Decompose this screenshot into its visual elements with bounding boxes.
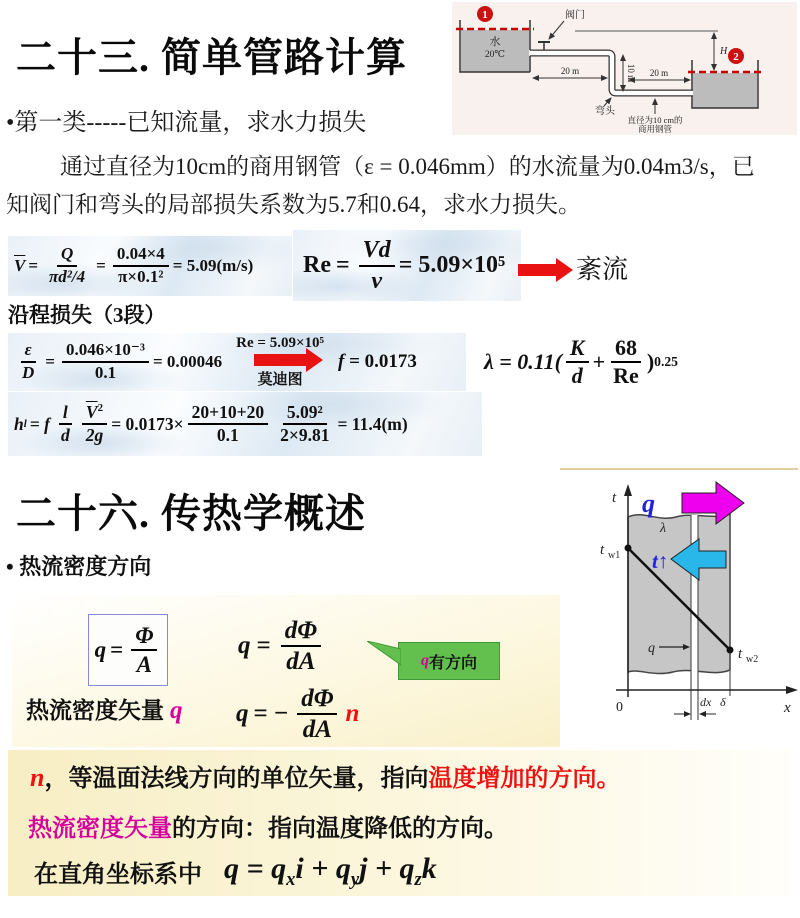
hl-mid: = 0.0173× [111,413,184,434]
turbulent-label: 紊流 [576,255,629,284]
tw2-point [727,647,734,654]
pipe-note-line2: 商用钢管 [637,124,673,134]
coordinate-system-label: 在直角坐标系中 [34,862,202,888]
qA-q: q [94,637,107,662]
note-line2-black: 的方向：指向温度降低的方向。 [172,816,508,842]
valve-label: 阀门 [565,10,585,21]
dim-vert-label: 10 m [626,63,636,83]
moody-chart-label: 莫迪图 [257,372,303,388]
note-line1-red: 温度增加的方向。 [428,766,621,792]
v-eq2: = [96,256,106,275]
note-line1 [30,758,620,793]
paragraph-line1: 通过直径为10cm的商用钢管（ε = 0.046mm）的水流量为0.04m3/s，已 [60,154,755,179]
eps-frac1: $\frac{\varepsilon}{D}$ [22,340,35,382]
t-axis-arrowhead [624,484,632,496]
vector-q: q [170,697,183,724]
q-vector-formula [236,682,359,746]
pipe-system-diagram [452,2,797,135]
roughness-formula [8,333,466,391]
pipe-note-line1: 直径为10 cm的 [627,115,683,125]
dx-dim-right-arrow [699,711,706,717]
velocity-formula [8,236,292,296]
headloss-formula [8,392,482,456]
hl-frac1: $\frac{l}{d}$ [57,403,74,446]
lambda-pre: λ = 0.11( [484,349,562,375]
note-line2-magenta: 热流密度矢量 [28,816,172,842]
qvec-q: q [236,700,249,727]
tw2-label: t [738,646,743,662]
water-label: 水 [489,36,501,48]
qvec-eq: = − [253,700,289,727]
re-result: = 5.09×10⁵ [398,252,506,278]
eps-eq: = [45,352,55,371]
lambda-formula [484,336,678,388]
q-top-label: q [642,489,655,518]
reynolds-formula [293,230,521,301]
qvec-n: n [345,700,360,727]
heat-conduction-diagram [558,462,800,740]
moody-arrow-group [236,335,324,389]
lambda-close: ) [646,349,655,375]
bullet-first-type: •第一类-----已知流量，求水力损失 [6,110,367,136]
tw1-point [625,545,632,552]
callout-text: 有方向 [428,654,477,672]
note-line2 [28,808,508,843]
re-lhs: Re [303,252,331,278]
badge-2: 2 [733,51,739,63]
hl-lhs-sub: l [23,418,27,430]
paragraph-line2: 知阀门和弯头的局部损失系数为5.7和0.64，求水力损失。 [6,192,581,217]
section2-title: 二十六. 传热学概述 [16,491,366,536]
tw2-sub: w2 [746,654,759,665]
h-label: H [720,46,728,57]
lambda-plus: + [592,349,606,375]
friction-factor-value: = 0.0173 [344,351,417,372]
lambda-label: λ [660,521,667,536]
qA-eq: = [110,637,124,662]
bullet-heat-flux-direction: • 热流密度方向 [6,554,152,579]
lambda-frac1: $\frac{K}{d}$ [566,336,589,388]
dx-dim-left-arrow [684,711,691,717]
note-line3 [34,852,437,891]
dim-right-label: 20 m [649,68,669,78]
callout-pointer [367,641,401,669]
qdA-eq: = [256,632,271,659]
qA-frac: $\frac{\Phi}{A}$ [131,623,157,678]
wall-slab [628,514,730,674]
dim-left-label: 20 m [560,66,580,76]
moody-arrow [254,354,306,366]
t-up-label: t↑ [652,549,669,573]
lambda-exponent: 0.25 [654,354,678,370]
hl-frac4: $\frac{\text{5.09²}}{2\times 9.81}$ [280,401,330,445]
dx-label: dx [700,695,712,709]
qdA-frac: $\frac{d\Phi}{dA}$ [281,617,321,676]
v-lhs: $\overline{V}$ [14,256,26,275]
tank2-water [693,73,757,108]
hl-result: = 11.4(m) [337,413,408,434]
vector-label-line [26,692,183,725]
delta-label: δ [720,695,726,709]
v-eq1: = [28,256,39,275]
note-line1-black: ，等温面法线方向的单位矢量，指向 [44,766,429,792]
note-n: n [30,763,45,792]
section1-title: 二十三. 简单管路计算 [16,35,407,80]
t-axis-label: t [612,490,617,506]
tw1-sub: w1 [608,550,621,561]
dx-slice [691,515,698,672]
hl-eq: = f [29,413,50,434]
eps-result: = 0.00046 [152,352,223,371]
q-components-formula: $q = q_xi + q_yj + q_zk$ [224,852,437,890]
re-eq: = [335,252,350,278]
hl-lhs: h [14,413,24,434]
q-differential-formula [238,606,325,686]
lambda-frac2: $\frac{68}{Re}$ [609,336,643,388]
q-definition-box [88,614,168,686]
q-small-label: q [648,641,655,656]
moody-re-label: Re = 5.09×10⁵ [236,335,325,351]
re-frac: $\frac{Vd}{\nu}$ [359,237,395,294]
friction-factor-var: f [338,351,345,372]
badge-1: 1 [482,9,488,21]
v-frac2: $\frac{0.04\times 4}{\text{π×0.1²}}$ [113,245,169,286]
x-axis-arrowhead [786,686,798,694]
turbulent-arrow [518,264,556,276]
v-frac1: $\frac{Q}{\text{πd²/4}}$ [49,244,86,286]
friction-loss-heading: 沿程损失（3段） [8,303,166,327]
qvec-frac: $\frac{d\Phi}{dA}$ [297,685,337,744]
origin-label: 0 [616,700,623,715]
hl-frac2: $\frac{\overline{V}^2}{2g}$ [82,403,108,446]
qdA-q: q [238,632,251,659]
q-direction-callout [398,642,500,680]
tw1-label: t [600,542,605,558]
callout-q: q [420,652,429,669]
eps-frac2: $\frac{\text{0.046×10⁻³}}{0.1}$ [62,341,149,382]
vector-label: 热流密度矢量 [26,698,164,723]
x-axis-label: x [784,700,791,716]
temp-label: 20℃ [484,50,506,60]
v-result: = 5.09(m/s) [172,256,254,275]
hl-frac3: $\frac{20+10+20}{0.1}$ [188,403,268,446]
elbow-label: 弯头 [595,106,615,117]
